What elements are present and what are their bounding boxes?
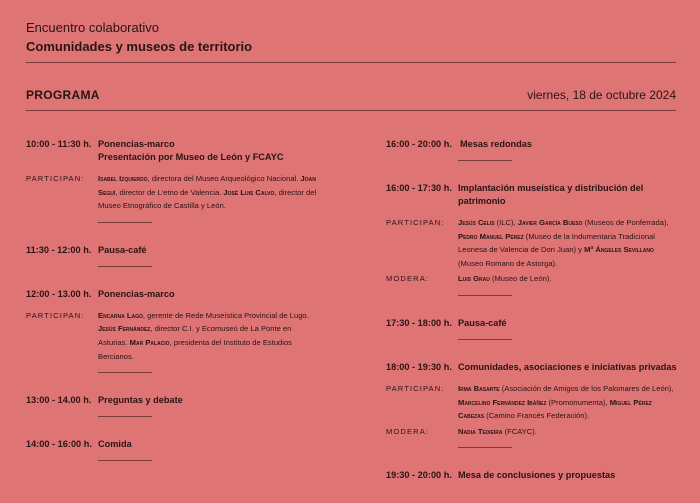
moderator-name: Luis Grau (458, 274, 490, 284)
session-block (386, 182, 678, 296)
moderator-text (458, 425, 678, 439)
header-subtitle: Encuentro colaborativo (26, 20, 159, 35)
session-subtitle: Presentación por Museo de León y FCAYC (98, 152, 284, 162)
divider (98, 372, 152, 373)
moderator-text (458, 272, 678, 286)
participant-name: José Luis Calvo (223, 187, 275, 197)
session-title: Mesas redondas (460, 139, 532, 149)
session-title: Comida (98, 439, 132, 450)
participants-text (98, 309, 318, 363)
participants-text (458, 382, 678, 423)
programa-label: PROGRAMA (26, 88, 100, 102)
session-time: 14:00 - 16:00 h. (26, 439, 92, 450)
session-block (26, 394, 318, 417)
participant-role: (Museo Romano de Astorga). (458, 258, 558, 268)
session-block (26, 138, 318, 223)
participant-name: Marcelino Fernández Ibáñez (458, 397, 547, 407)
session-title: Ponencias-marco (98, 139, 175, 149)
header-title: Comunidades y museos de territorio (26, 39, 253, 54)
session-time: 16:00 - 20:00 h. (386, 139, 452, 149)
participant-role: , presidenta del Instituto de Estudios Bercianos. (98, 337, 292, 361)
session-block (26, 438, 318, 461)
programa-rule (26, 110, 676, 111)
participant-name: Mª Ángeles Sevillano (584, 245, 654, 255)
divider (458, 447, 512, 448)
participant-role: (ILC), (494, 218, 518, 227)
divider (458, 339, 512, 340)
event-date: viernes, 18 de octubre 2024 (527, 88, 676, 102)
session-time: 11:30 - 12:00 h. (26, 244, 92, 255)
moderator-role: (Museo de León). (489, 274, 552, 284)
session-title: Implantación museística y distribución del patrimonio (458, 183, 644, 206)
session-time: 12:00 - 13.00 h. (26, 288, 92, 299)
session-block (386, 469, 678, 482)
session-title: Preguntas y debate (98, 395, 183, 406)
session-title: Mesa de conclusiones y propuestas (458, 470, 616, 481)
participant-name: Irma Basarte (458, 383, 500, 393)
divider (98, 460, 152, 461)
participant-role: , director del Museo Etnográfico de Castilla y León. (98, 187, 317, 211)
divider (458, 160, 512, 161)
participant-role: (Asociación de Amigos de los Palomares de León), (499, 383, 674, 393)
moderator-name: Nadia Teixeira (458, 426, 503, 436)
session-title: Pausa-café (98, 244, 147, 255)
participant-name: Mar Palacio (129, 337, 170, 347)
participants-label: PARTICIPAN: (26, 310, 85, 320)
participants-text (98, 172, 318, 213)
session-block (26, 244, 318, 267)
participant-name: Encarna Lago (98, 310, 143, 320)
moderator-label: MODERA: (386, 274, 430, 284)
session-time: 13:00 - 14.00 h. (26, 395, 92, 406)
participant-role: (Promonumenta), (546, 397, 610, 407)
participant-name: Isabel Izquierdo (98, 174, 148, 183)
participants-label: PARTICIPAN: (386, 218, 445, 227)
divider (98, 222, 152, 223)
participant-name: Pedro Manuel Pérez (458, 231, 524, 241)
session-block (386, 361, 678, 448)
moderator-label: MODERA: (386, 426, 430, 436)
divider (458, 295, 512, 296)
session-title: Comunidades, asociaciones e iniciativas privadas (458, 361, 677, 372)
participant-role: (Museos de Ponferrada), (582, 218, 669, 227)
participant-role: (Camino Francés Federación). (484, 411, 590, 421)
participant-name: Jesús Fernández (98, 324, 151, 334)
session-block (386, 317, 678, 340)
schedule-right-column (386, 138, 678, 503)
session-title: Ponencias-marco (98, 288, 175, 299)
session-time: 18:00 - 19:30 h. (386, 361, 452, 372)
participant-name: Jesús Celis (458, 218, 495, 227)
session-title: Pausa-café (458, 317, 507, 328)
divider (98, 266, 152, 267)
session-block (26, 288, 318, 373)
participants-text (458, 216, 678, 270)
participants-label: PARTICIPAN: (386, 383, 445, 393)
session-time: 17:30 - 18:00 h. (386, 317, 452, 328)
schedule-left-column (26, 138, 318, 482)
participant-role: , gerente de Rede Museística Provincial de Lugo. (142, 310, 309, 320)
session-time: 10:00 - 11:30 h. (26, 139, 92, 149)
participant-name: Joan Seguí (98, 174, 316, 197)
participant-name: Miguel Pérez Cabezas (458, 397, 652, 421)
participant-role: (Museo de la Indumentaria Tradicional Leonesa de Valencia de Don Juan) y (458, 231, 655, 255)
session-time: 16:00 - 17:30 h. (386, 183, 452, 193)
participant-name: Javier García Bueso (517, 218, 583, 227)
top-rule (26, 62, 676, 63)
participant-role: , director C.I. y Ecomuseú de La Ponte en Asturias. (98, 324, 292, 347)
participants-label: PARTICIPAN: (26, 174, 85, 183)
moderator-role: (FCAYC). (502, 426, 537, 436)
session-block (386, 138, 678, 161)
participant-role: , directora del Museo Arqueológico Nacional. (147, 174, 301, 183)
divider (98, 416, 152, 417)
participant-role: , director de L'etno de Valencia. (115, 187, 224, 197)
session-time: 19:30 - 20:00 h. (386, 470, 452, 481)
